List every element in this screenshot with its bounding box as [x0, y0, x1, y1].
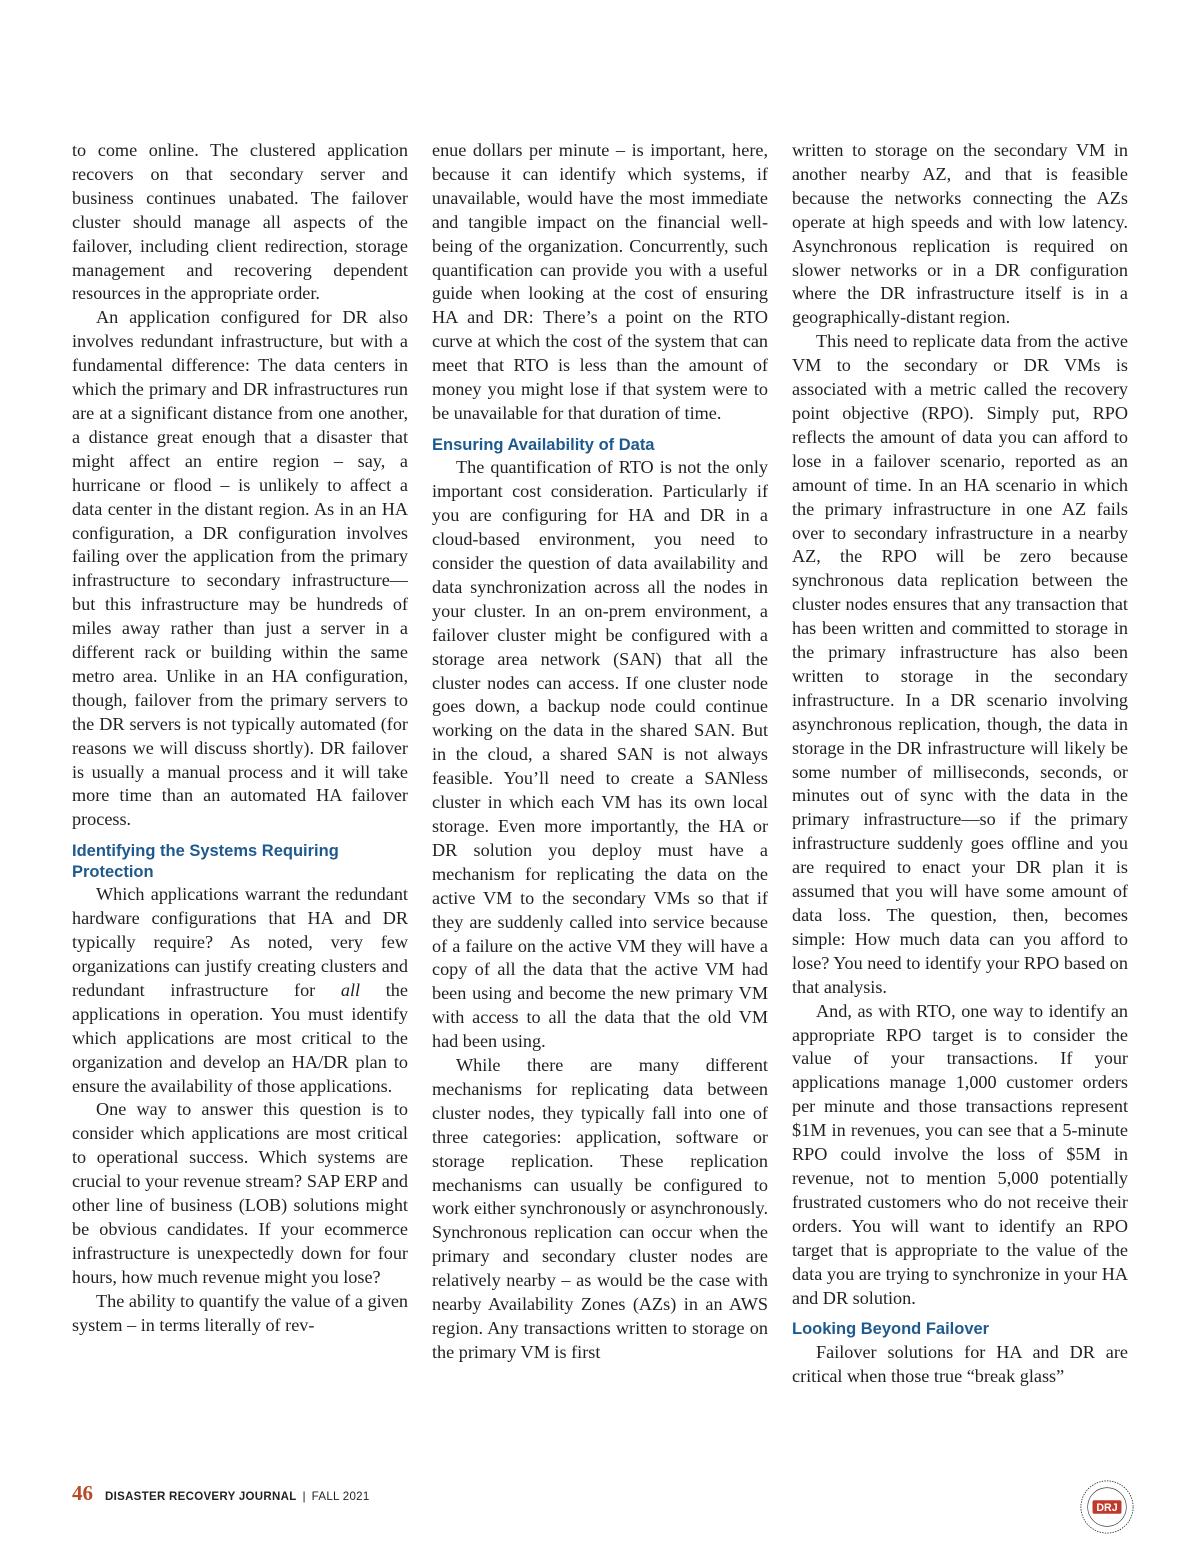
- paragraph: enue dollars per minute – is important, here, because it can identify which systems, if unavailable, would have the most immediate and tangible impact on the financial well-being of the organization. Concurrently, such quantification can provide you with a useful guide when looking at the cost of ensuring HA and DR: There’s a point on the RTO curve at which the cost of the system that can meet that RTO is less than the amount of money you might lose if that system were to be unavailable for that duration of time.: [432, 140, 768, 423]
- paragraph: An application configured for DR also involves redundant infrastructure, but with a fundamental difference: The data centers in which the primary and DR infrastructures run are at a significant distance from one another, a distance great enough that a disaster that might affect an entire region – say, a hurricane or flood – is unlikely to affect a data center in the distant region. As in an HA configuration, a DR configuration involves failing over the application from the primary infrastructure to secondary infrastructure—but this infrastructure may be hundreds of miles away rather than just a server in a different rack or building within the same metro area. Unlike in an HA configuration, though, failover from the primary servers to the DR servers is not typically automated (for reasons we will discuss shortly). DR failover is usually a manual process and it will take more time than an automated HA failover process.: [72, 307, 408, 830]
- paragraph: While there are many different mechanisms for replicating data between cluster nodes, they typically fall into one of three categories: application, software or storage replication. These replication mechanisms can usually be configured to work either synchronously or asynchronously. Synchronous replication can occur when the primary and secondary cluster nodes are relatively nearby – as would be the case with nearby Availability Zones (AZs) in an AWS region. Any transactions written to storage on the primary VM is first: [432, 1055, 768, 1362]
- paragraph: This need to replicate data from the active VM to the secondary or DR VMs is associated with a metric called the recovery point objective (RPO). Simply put, RPO reflects the amount of data you can afford to lose in a failover scenario, reported as an amount of time. In an HA scenario in which the primary infrastructure in one AZ fails over to secondary infrastructure in a nearby AZ, the RPO will be zero because synchronous data replication between the cluster nodes ensures that any transaction that has been written and committed to storage in the primary infrastructure has also been written to storage in the secondary infrastructure. In a DR scenario involving asynchronous replication, though, the data in storage in the DR infrastructure will likely be some number of milliseconds, seconds, or minutes out of sync with the data in the primary infrastructure—so if the primary infrastructure suddenly goes offline and you are required to enact your DR plan it is assumed that you will have some amount of data loss. The question, then, becomes simple: How much data can you afford to lose? You need to identify your RPO based on that analysis.: [792, 331, 1128, 997]
- svg-text:DRJ: DRJ: [1096, 1501, 1118, 1514]
- paragraph: The quantification of RTO is not the only important cost consideration. Particularly if you are configuring for HA and DR in a cloud-based environment, you need to consider the question of data availability and data synchronization across all the nodes in your cluster. In an on-prem environment, a failover cluster might be configured with a storage area network (SAN) that all the cluster nodes can access. If one cluster node goes down, a backup node could continue working on the data in the shared SAN. But in the cloud, a shared SAN is not always feasible. You’ll need to create a SANless cluster in which each VM has its own local storage. Even more importantly, the HA or DR solution you deploy must have a mechanism for replicating the data on the active VM to the secondary VMs so that if they are suddenly called into service because of a failure on the active VM they will have a copy of all the data that the active VM had been using and become the new primary VM with access to all the data that the old VM had been using.: [432, 457, 768, 1052]
- page-footer: [72, 1481, 370, 1509]
- paragraph: Failover solutions for HA and DR are critical when those true “break glass”: [792, 1341, 1128, 1386]
- section-heading: Identifying the Systems Requiring Protection: [72, 842, 339, 881]
- column-3: [792, 139, 1128, 1389]
- paragraph: The ability to quantify the value of a given system – in terms literally of rev-: [72, 1290, 408, 1335]
- paragraph: One way to answer this question is to consider which applications are most critical to operational success. Which systems are crucial to your revenue stream? SAP ERP and other line of business (LOB) solutions might be obvious candidates. If your ecommerce infrastructure is unexpectedly down for four hours, how much revenue might you lose?: [72, 1099, 408, 1287]
- page-number: 46: [72, 1481, 93, 1505]
- section-heading: Ensuring Availability of Data: [432, 435, 655, 454]
- magazine-title: DISASTER RECOVERY JOURNAL: [105, 1491, 297, 1503]
- column-2: [432, 139, 768, 1365]
- paragraph: written to storage on the secondary VM in another nearby AZ, and that is feasible because the networks connecting the AZs operate at high speeds and with low latency. Asynchronous replication is required on slower networks or in a DR configuration where the DR infrastructure itself is in a geographically-distant region.: [792, 140, 1128, 328]
- issue-label: FALL 2021: [311, 1491, 370, 1503]
- footer-separator: |: [302, 1489, 306, 1503]
- paragraph: to come online. The clustered application recovers on that secondary server and business continues unabated. The failover cluster should manage all aspects of the failover, including client redirection, storage management and recovering dependent resources in the appropriate order.: [72, 140, 408, 304]
- paragraph: Which applications warrant the redundant hardware configurations that HA and DR typically require? As noted, very few organizations can justify creating clusters and redundant infrastructure for all the applications in operation. You must identify which applications are most critical to the organization and develop an HA/DR plan to ensure the availability of those applications.: [72, 884, 408, 1096]
- drj-logo-icon: [1078, 1478, 1136, 1536]
- paragraph: And, as with RTO, one way to identify an appropriate RPO target is to consider the value of your transactions. If your applications manage 1,000 customer orders per minute and those transactions represent $1M in revenues, you can see that a 5-minute RPO could involve the loss of $5M in revenue, not to mention 5,000 potentially frustrated customers who do not receive their orders. You will want to identify an RPO target that is appropriate to the value of the data you are trying to synchronize in your HA and DR solution.: [792, 1000, 1128, 1308]
- section-heading: Looking Beyond Failover: [792, 1320, 990, 1339]
- column-1: [72, 139, 408, 1338]
- emphasis: all: [340, 979, 361, 1000]
